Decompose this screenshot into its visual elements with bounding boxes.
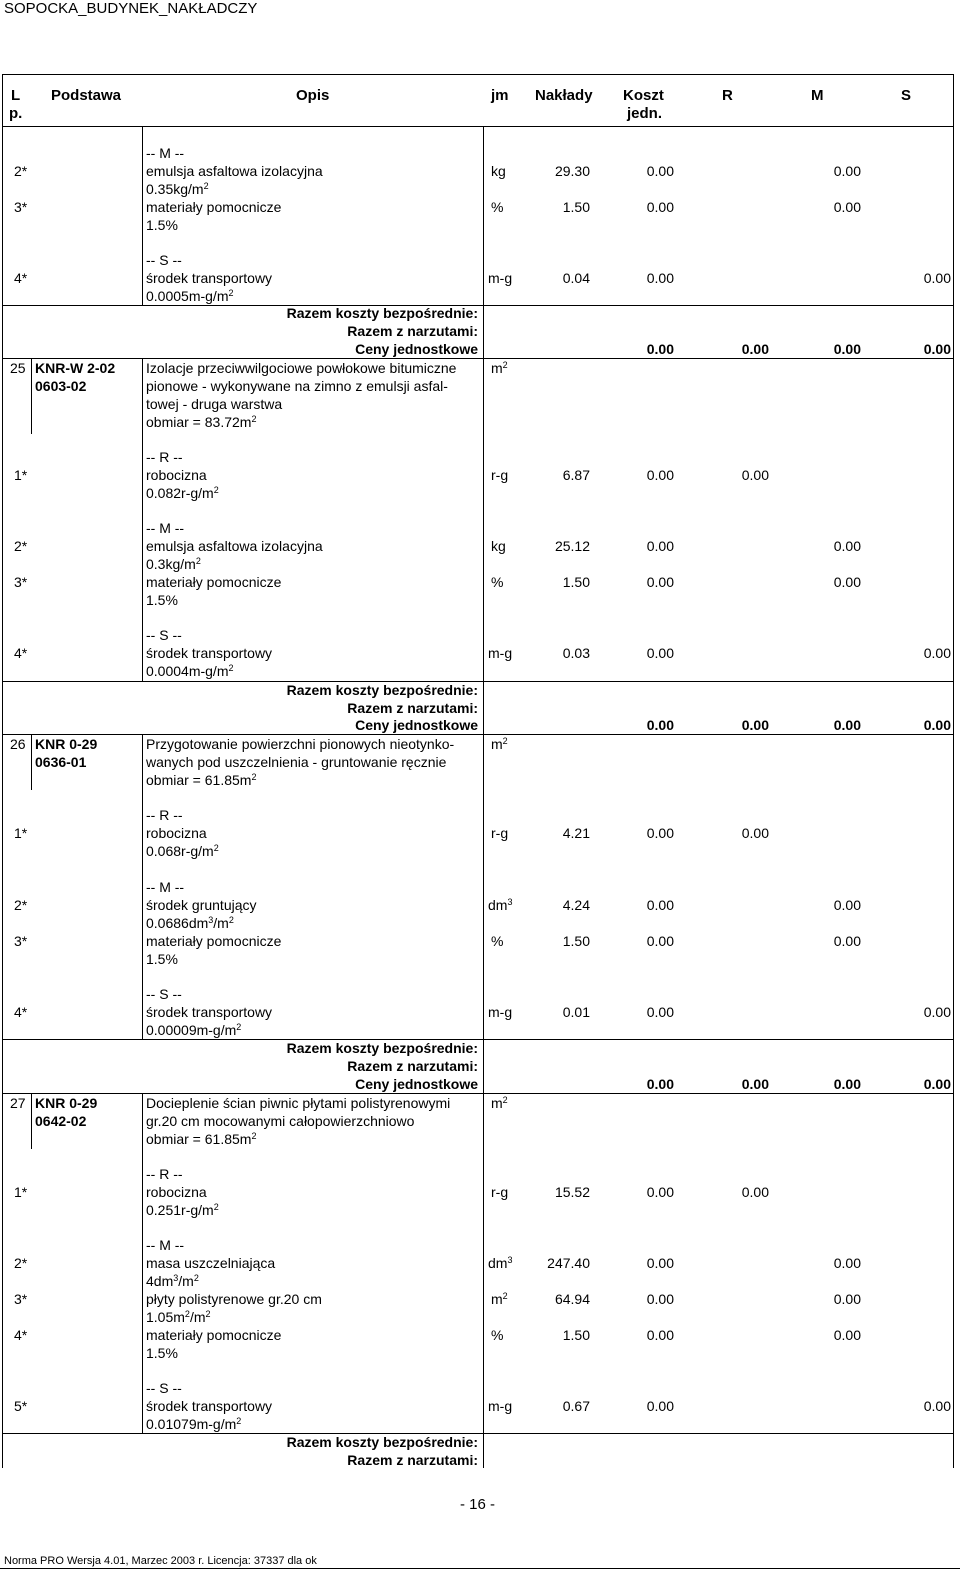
quantity: 1.50 [562, 1327, 590, 1343]
unit: % [491, 574, 504, 590]
lp: 4* [14, 645, 28, 661]
table-right-border [953, 126, 954, 1468]
header-s: S [901, 87, 912, 104]
total-with-markup: Razem z narzutami: [347, 700, 478, 716]
lp: 3* [14, 1291, 28, 1307]
unit-price-m: 0.00 [741, 1076, 769, 1092]
position-description: Izolacje przeciwwilgociowe powłokowe bitumiczne [146, 360, 457, 376]
unit-price-r: 0.00 [646, 717, 674, 733]
basis-code: KNR 0-29 [35, 1095, 98, 1111]
resource-name: płyty polistyrenowe gr.20 cm [146, 1291, 322, 1307]
labor-header: -- R -- [146, 1166, 183, 1182]
measurement: obmiar = $61.85m^2$ [146, 772, 257, 788]
m-value: 0.00 [833, 163, 861, 179]
resource-name: robocizna [146, 1184, 207, 1200]
unit: r-g [491, 825, 509, 841]
resource-name: środek transportowy [146, 270, 273, 286]
position-number: 25 [10, 360, 26, 376]
unit-price: 0.00 [646, 933, 674, 949]
position-divider [3, 1093, 953, 1094]
header-top-border [2, 74, 953, 75]
unit: r-g [491, 1184, 509, 1200]
summary-divider [3, 305, 953, 306]
position-description: Docieplenie ścian piwnic płytami polistyrenowymi [146, 1095, 451, 1111]
measurement: obmiar = $61.85m^2$ [146, 1131, 257, 1147]
resource-name: emulsja asfaltowa izolacyjna [146, 163, 323, 179]
basis-subcode: 0636-01 [35, 754, 87, 770]
summary-divider [3, 1433, 953, 1434]
quantity: 1.50 [562, 933, 590, 949]
lp: 3* [14, 199, 28, 215]
lp: 3* [14, 933, 28, 949]
unit-price: 0.00 [646, 538, 674, 554]
lp: 2* [14, 163, 28, 179]
resource-norm: $0.0005m-g/m^2$ [146, 288, 234, 304]
unit: m-g [488, 645, 513, 661]
position-description: pionowe - wykonywane na zimno z emulsji asfal- [146, 378, 448, 394]
resource-name: masa uszczelniająca [146, 1255, 276, 1271]
unit-price-s: 0.00 [833, 1076, 861, 1092]
unit-price: 0.00 [646, 1184, 674, 1200]
materials-header: -- M -- [146, 520, 185, 536]
quantity: 247.40 [547, 1255, 590, 1271]
m-value: 0.00 [833, 199, 861, 215]
header-jm: jm [491, 87, 509, 104]
quantity: 6.87 [562, 467, 590, 483]
position-unit: $m^2$ [491, 736, 508, 752]
m-value: 0.00 [833, 933, 861, 949]
unit-price: 0.00 [646, 199, 674, 215]
resource-name: środek transportowy [146, 1004, 273, 1020]
unit: % [491, 199, 504, 215]
m-value: 0.00 [833, 574, 861, 590]
summary-divider [3, 681, 953, 682]
unit-price: 0.00 [646, 574, 674, 590]
materials-header: -- M -- [146, 879, 185, 895]
s-value: 0.00 [923, 1398, 951, 1414]
unit-price: 0.00 [646, 270, 674, 286]
total-direct-costs: Razem koszty bezpośrednie: [286, 1434, 478, 1450]
unit-price-m: 0.00 [741, 717, 769, 733]
header-naklady: Nakłady [535, 87, 593, 104]
resource-name: emulsja asfaltowa izolacyjna [146, 538, 323, 554]
column-divider [483, 126, 484, 1468]
unit-price-m: 0.00 [741, 341, 769, 357]
resource-norm: $0.00009m-g/m^2$ [146, 1022, 242, 1038]
resource-name: środek transportowy [146, 1398, 273, 1414]
unit: kg [491, 163, 506, 179]
header-koszt-2: jedn. [627, 105, 663, 122]
unit-prices-label: Ceny jednostkowe [355, 1076, 478, 1092]
basis-subcode: 0642-02 [35, 1113, 87, 1129]
unit-price-r: 0.00 [646, 341, 674, 357]
quantity: 25.12 [554, 538, 590, 554]
column-divider [31, 734, 32, 790]
unit: r-g [491, 467, 509, 483]
resource-norm: 1.5% [146, 592, 178, 608]
unit-price: 0.00 [646, 1291, 674, 1307]
unit-price: 0.00 [646, 1398, 674, 1414]
resource-norm: $4dm^3/m^2$ [146, 1273, 199, 1289]
r-value: 0.00 [741, 825, 769, 841]
position-divider [3, 734, 953, 735]
quantity: 0.01 [562, 1004, 590, 1020]
equipment-header: -- S -- [146, 986, 182, 1002]
quantity: 29.30 [554, 163, 590, 179]
r-value: 0.00 [741, 1184, 769, 1200]
quantity: 4.24 [562, 897, 590, 913]
lp: 4* [14, 1327, 28, 1343]
m-value: 0.00 [833, 897, 861, 913]
header-opis: Opis [296, 87, 330, 104]
unit-price: 0.00 [646, 467, 674, 483]
labor-header: -- R -- [146, 807, 183, 823]
column-divider [142, 126, 143, 305]
unit-prices-label: Ceny jednostkowe [355, 717, 478, 733]
unit-price-total: 0.00 [923, 341, 951, 357]
position-description: towej - druga warstwa [146, 396, 283, 412]
position-divider [3, 358, 953, 359]
total-direct-costs: Razem koszty bezpośrednie: [286, 1040, 478, 1056]
resource-name: materiały pomocnicze [146, 199, 282, 215]
labor-header: -- R -- [146, 449, 183, 465]
document-title: SOPOCKA_BUDYNEK_NAKŁADCZY [4, 0, 258, 17]
lp: 1* [14, 1184, 28, 1200]
lp: 1* [14, 825, 28, 841]
position-number: 26 [10, 736, 26, 752]
lp: 1* [14, 467, 28, 483]
footer-license: Norma PRO Wersja 4.01, Marzec 2003 r. Licencja: 37337 dla ok [4, 1555, 317, 1567]
r-value: 0.00 [741, 467, 769, 483]
resource-norm: $0.082r-g/m^2$ [146, 485, 219, 501]
quantity: 1.50 [562, 199, 590, 215]
lp: 2* [14, 1255, 28, 1271]
quantity: 15.52 [554, 1184, 590, 1200]
resource-norm: $0.0686dm^3/m^2$ [146, 915, 234, 931]
unit-prices-label: Ceny jednostkowe [355, 341, 478, 357]
column-divider [31, 1093, 32, 1149]
measurement: obmiar = $83.72m^2$ [146, 414, 257, 430]
header-koszt-1: Koszt [623, 87, 664, 104]
resource-norm: 1.5% [146, 951, 178, 967]
header-podstawa: Podstawa [51, 87, 122, 104]
equipment-header: -- S -- [146, 627, 182, 643]
quantity: 4.21 [562, 825, 590, 841]
unit: $dm^3$ [488, 897, 513, 913]
s-value: 0.00 [923, 645, 951, 661]
unit-price: 0.00 [646, 163, 674, 179]
column-divider [142, 358, 143, 681]
materials-header: -- M -- [146, 1237, 185, 1253]
resource-norm: 1.5% [146, 217, 178, 233]
equipment-header: -- S -- [146, 252, 182, 268]
unit: kg [491, 538, 506, 554]
m-value: 0.00 [833, 1291, 861, 1307]
unit-price-s: 0.00 [833, 341, 861, 357]
m-value: 0.00 [833, 1255, 861, 1271]
header-m: M [811, 87, 824, 104]
resource-name: materiały pomocnicze [146, 1327, 282, 1343]
header-lp-1: L [11, 87, 21, 104]
header-bottom-border [2, 126, 953, 127]
summary-divider [3, 1039, 953, 1040]
resource-name: środek transportowy [146, 645, 273, 661]
materials-header: -- M -- [146, 145, 185, 161]
unit: $dm^3$ [488, 1255, 513, 1271]
lp: 2* [14, 897, 28, 913]
footer-divider [0, 1568, 960, 1569]
quantity: 1.50 [562, 574, 590, 590]
unit: m-g [488, 270, 513, 286]
resource-norm: $0.35kg/m^2$ [146, 181, 209, 197]
total-with-markup: Razem z narzutami: [347, 323, 478, 339]
resource-norm: 1.5% [146, 1345, 178, 1361]
unit: $m^2$ [491, 1291, 508, 1307]
unit-price-r: 0.00 [646, 1076, 674, 1092]
m-value: 0.00 [833, 1327, 861, 1343]
quantity: 0.67 [562, 1398, 590, 1414]
resource-norm: $0.3kg/m^2$ [146, 556, 201, 572]
total-with-markup: Razem z narzutami: [347, 1058, 478, 1074]
resource-name: materiały pomocnicze [146, 933, 282, 949]
position-description: wanych pod uszczelnienia - gruntowanie ręcznie [146, 754, 447, 770]
resource-norm: $0.068r-g/m^2$ [146, 843, 219, 859]
position-unit: $m^2$ [491, 360, 508, 376]
total-direct-costs: Razem koszty bezpośrednie: [286, 305, 478, 321]
resource-norm: $0.251r-g/m^2$ [146, 1202, 219, 1218]
basis-code: KNR 0-29 [35, 736, 98, 752]
lp: 2* [14, 538, 28, 554]
lp: 4* [14, 270, 28, 286]
resource-norm: $0.0004m-g/m^2$ [146, 663, 234, 679]
quantity: 64.94 [554, 1291, 590, 1307]
s-value: 0.00 [923, 270, 951, 286]
unit-price-s: 0.00 [833, 717, 861, 733]
unit-price: 0.00 [646, 645, 674, 661]
resource-norm: $1.05m^2/m^2$ [146, 1309, 211, 1325]
unit-price: 0.00 [646, 1255, 674, 1271]
column-divider [31, 358, 32, 434]
m-value: 0.00 [833, 538, 861, 554]
unit-price: 0.00 [646, 825, 674, 841]
unit: % [491, 933, 504, 949]
position-description: gr.20 cm mocowanymi całopowierzchniowo [146, 1113, 415, 1129]
position-number: 27 [10, 1095, 26, 1111]
header-r: R [722, 87, 733, 104]
position-description: Przygotowanie powierzchni pionowych nieotynko- [146, 736, 455, 752]
unit: m-g [488, 1004, 513, 1020]
lp: 3* [14, 574, 28, 590]
basis-code: KNR-W 2-02 [35, 360, 116, 376]
equipment-header: -- S -- [146, 1380, 182, 1396]
total-with-markup: Razem z narzutami: [347, 1452, 478, 1468]
unit-price: 0.00 [646, 897, 674, 913]
lp: 5* [14, 1398, 28, 1414]
header-lp-2: p. [9, 105, 23, 122]
unit: % [491, 1327, 504, 1343]
unit-price: 0.00 [646, 1327, 674, 1343]
unit-price: 0.00 [646, 1004, 674, 1020]
resource-name: robocizna [146, 825, 207, 841]
resource-norm: $0.01079m-g/m^2$ [146, 1416, 242, 1432]
unit-price-total: 0.00 [923, 1076, 951, 1092]
lp: 4* [14, 1004, 28, 1020]
unit: m-g [488, 1398, 513, 1414]
basis-subcode: 0603-02 [35, 378, 87, 394]
resource-name: materiały pomocnicze [146, 574, 282, 590]
quantity: 0.03 [562, 645, 590, 661]
unit-price-total: 0.00 [923, 717, 951, 733]
column-divider [142, 734, 143, 1039]
header-left-border [2, 74, 3, 127]
quantity: 0.04 [562, 270, 590, 286]
page-number: - 16 - [459, 1496, 495, 1513]
column-divider [142, 1093, 143, 1433]
resource-name: środek gruntujący [146, 897, 257, 913]
resource-name: robocizna [146, 467, 207, 483]
total-direct-costs: Razem koszty bezpośrednie: [286, 682, 478, 698]
s-value: 0.00 [923, 1004, 951, 1020]
position-unit: $m^2$ [491, 1095, 508, 1111]
header-right-border [953, 74, 954, 127]
table-left-border [2, 126, 3, 1468]
